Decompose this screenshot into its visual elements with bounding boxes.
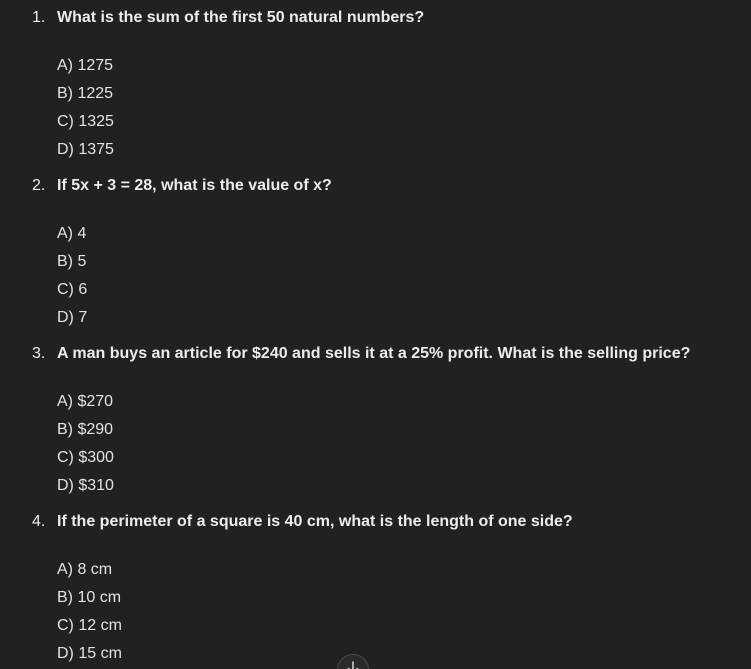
option-a: A) $270 (57, 393, 114, 410)
question-item (0, 168, 751, 336)
option-c: C) 12 cm (57, 617, 122, 634)
option-b: B) 1225 (57, 85, 114, 102)
option-list (57, 559, 122, 669)
question-item (0, 0, 751, 168)
option-a: A) 8 cm (57, 561, 113, 578)
option-b: B) $290 (57, 421, 114, 438)
question-text: If 5x + 3 = 28, what is the value of x? (57, 177, 332, 194)
option-list (57, 55, 114, 167)
option-d: D) 1375 (57, 141, 114, 158)
option-d: D) 15 cm (57, 645, 122, 662)
question-text: A man buys an article for $240 and sells it at a 25% profit. What is the selling price? (57, 345, 691, 362)
option-d: D) $310 (57, 477, 114, 494)
question-item (0, 336, 751, 504)
option-c: C) 1325 (57, 113, 114, 130)
option-b: B) 10 cm (57, 589, 122, 606)
option-a: A) 4 (57, 225, 87, 242)
option-list (57, 223, 87, 335)
question-item (0, 504, 751, 669)
arrow-down-icon (346, 661, 360, 669)
question-number: 2. (32, 177, 46, 194)
option-b: B) 5 (57, 253, 87, 270)
question-text: What is the sum of the first 50 natural numbers? (57, 9, 425, 26)
question-text: If the perimeter of a square is 40 cm, what is the length of one side? (57, 513, 573, 530)
option-c: C) 6 (57, 281, 88, 298)
option-a: A) 1275 (57, 57, 114, 74)
question-number: 4. (32, 513, 46, 530)
option-d: D) 7 (57, 309, 88, 326)
option-list (57, 391, 114, 503)
question-number: 3. (32, 345, 46, 362)
option-c: C) $300 (57, 449, 114, 466)
question-number: 1. (32, 9, 46, 26)
